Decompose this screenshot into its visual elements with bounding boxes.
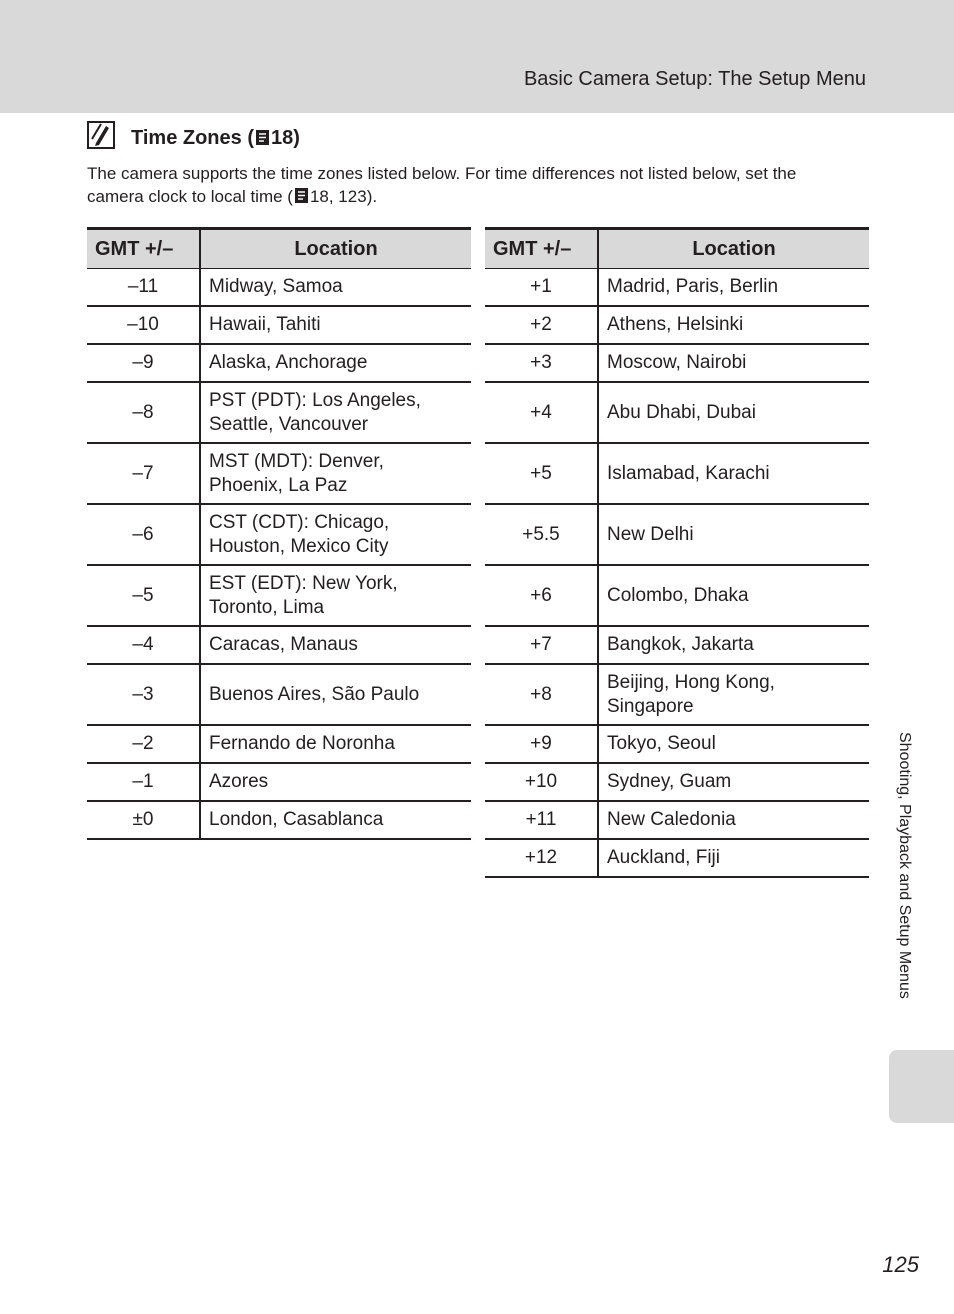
table-row (485, 839, 869, 877)
gmt-cell: +6 (485, 565, 598, 626)
table-row (485, 306, 869, 344)
section-title-ref: 18 (271, 127, 294, 149)
intro-text: The camera supports the time zones listed below. For time differences not listed below, set the camera clock to local time ( (87, 164, 797, 206)
gmt-cell: +5 (485, 443, 598, 504)
table-row (485, 382, 869, 443)
table-row (87, 725, 471, 763)
location-cell: Madrid, Paris, Berlin (598, 269, 869, 307)
gmt-cell: –11 (87, 269, 200, 307)
gmt-cell: +4 (485, 382, 598, 443)
table-row (485, 725, 869, 763)
location-cell: New Delhi (598, 504, 869, 565)
page-number: 125 (882, 1252, 919, 1277)
gmt-cell: –8 (87, 382, 200, 443)
location-cell: MST (MDT): Denver, Phoenix, La Paz (200, 443, 471, 504)
gmt-cell: +3 (485, 344, 598, 382)
header-title: Basic Camera Setup: The Setup Menu (523, 68, 866, 90)
gmt-cell: –6 (87, 504, 200, 565)
location-cell: Midway, Samoa (200, 269, 471, 307)
table-row (485, 344, 869, 382)
gmt-cell: +12 (485, 839, 598, 877)
gmt-cell: +1 (485, 269, 598, 307)
gmt-cell: +9 (485, 725, 598, 763)
table-row (485, 626, 869, 664)
location-cell: Hawaii, Tahiti (200, 306, 471, 344)
header-band (0, 0, 954, 113)
location-cell: Islamabad, Karachi (598, 443, 869, 504)
gmt-cell: –3 (87, 664, 200, 725)
table-row (87, 504, 471, 565)
location-cell: Abu Dhabi, Dubai (598, 382, 869, 443)
location-cell: Beijing, Hong Kong, Singapore (598, 664, 869, 725)
table-row (485, 504, 869, 565)
chapter-side-label: Shooting, Playback and Setup Menus (896, 732, 913, 999)
gmt-cell: –5 (87, 565, 200, 626)
location-cell: Tokyo, Seoul (598, 725, 869, 763)
column-header-gmt: GMT +/– (87, 229, 200, 269)
column-header-gmt: GMT +/– (485, 229, 598, 269)
chapter-tab (889, 1050, 954, 1123)
gmt-cell: +2 (485, 306, 598, 344)
table-row (485, 269, 869, 307)
table-row (87, 344, 471, 382)
gmt-cell: ±0 (87, 801, 200, 839)
gmt-cell: –2 (87, 725, 200, 763)
table-row (87, 664, 471, 725)
section-title (131, 125, 300, 151)
gmt-cell: –7 (87, 443, 200, 504)
location-cell: Alaska, Anchorage (200, 344, 471, 382)
gmt-cell: +7 (485, 626, 598, 664)
time-zone-table-right (485, 227, 869, 878)
gmt-cell: –9 (87, 344, 200, 382)
location-cell: CST (CDT): Chicago, Houston, Mexico City (200, 504, 471, 565)
table-row (87, 626, 471, 664)
section-title-suffix: ) (293, 127, 300, 149)
gmt-cell: +8 (485, 664, 598, 725)
table-row (87, 763, 471, 801)
location-cell: Athens, Helsinki (598, 306, 869, 344)
gmt-cell: +5.5 (485, 504, 598, 565)
location-cell: Moscow, Nairobi (598, 344, 869, 382)
location-cell: Bangkok, Jakarta (598, 626, 869, 664)
location-cell: EST (EDT): New York, Toronto, Lima (200, 565, 471, 626)
table-row (87, 443, 471, 504)
location-cell: Caracas, Manaus (200, 626, 471, 664)
location-cell: Auckland, Fiji (598, 839, 869, 877)
gmt-cell: +10 (485, 763, 598, 801)
table-row (485, 443, 869, 504)
page-reference-icon (295, 188, 308, 203)
table-row (87, 565, 471, 626)
location-cell: New Caledonia (598, 801, 869, 839)
location-cell: London, Casablanca (200, 801, 471, 839)
intro-ref: 18, 123 (309, 187, 367, 206)
table-row (87, 382, 471, 443)
gmt-cell: –4 (87, 626, 200, 664)
time-zone-table-left (87, 227, 471, 840)
location-cell: PST (PDT): Los Angeles, Seattle, Vancouver (200, 382, 471, 443)
table-row (485, 664, 869, 725)
location-cell: Fernando de Noronha (200, 725, 471, 763)
location-cell: Colombo, Dhaka (598, 565, 869, 626)
table-row (87, 269, 471, 307)
column-header-location: Location (200, 229, 471, 269)
gmt-cell: +11 (485, 801, 598, 839)
location-cell: Sydney, Guam (598, 763, 869, 801)
intro-text-end: ). (366, 187, 378, 206)
location-cell: Buenos Aires, São Paulo (200, 664, 471, 725)
location-cell: Azores (200, 763, 471, 801)
table-row (485, 565, 869, 626)
gmt-cell: –10 (87, 306, 200, 344)
table-row (87, 801, 471, 839)
note-pencil-icon (87, 121, 115, 149)
gmt-cell: –1 (87, 763, 200, 801)
column-header-location: Location (598, 229, 869, 269)
table-row (485, 763, 869, 801)
intro-paragraph (87, 162, 847, 208)
table-row (485, 801, 869, 839)
table-row (87, 306, 471, 344)
page-reference-icon (256, 130, 269, 145)
section-title-prefix: Time Zones ( (131, 127, 254, 149)
